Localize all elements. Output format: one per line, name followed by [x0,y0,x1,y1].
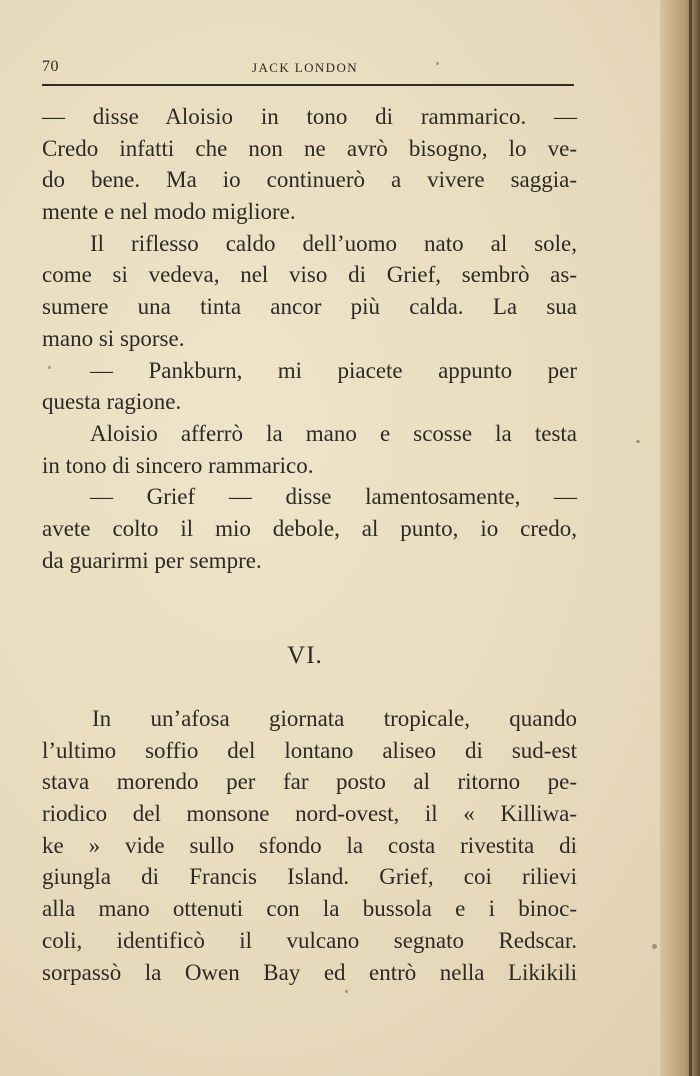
text-line: mano si sporse. [42,325,185,351]
text-line: mente e nel modo migliore. [42,199,296,225]
paper-speck [345,990,348,993]
text-line: questa ragione. [42,389,182,415]
paper-speck [436,62,439,65]
page-number: 70 [42,58,59,75]
text-line: Credo infatti che non ne avrò bisogno, lo ve- [42,135,577,161]
text-line: sumere una tinta ancor più calda. La sua [42,294,577,320]
text-line: stava morendo per far posto al ritorno pe- [42,769,577,795]
page-edge [660,0,700,1076]
text-line: — disse Aloisio in tono di rammarico. — [42,104,577,129]
text-line: ke » vide sullo sfondo la costa rivestita di [42,832,577,858]
text-line: giungla di Francis Island. Grief, coi rilievi [42,864,577,890]
text-line: come si vedeva, nel viso di Grief, sembrò as- [42,262,577,288]
text-line: in tono di sincero rammarico. [42,452,314,478]
text-line: avete colto il mio debole, al punto, io credo, [42,515,577,541]
text-line: Il riflesso caldo dell’uomo nato al sole, [90,230,577,256]
text-block-section-vi [42,703,577,988]
text-block-before-section [42,101,577,576]
text-line: coli, identificò il vulcano segnato Redscar. [42,927,577,953]
page-header [42,58,582,82]
text-line: riodico del monsone nord-ovest, il « Killiwa- [42,801,577,827]
text-line: alla mano ottenuti con la bussola e i binoc- [42,896,577,922]
text-line: — Pankburn, mi piacete appunto per [90,357,577,383]
header-rule [42,84,574,86]
page-gutter-line [689,0,692,1076]
paper-speck [652,944,657,949]
text-line: — Grief — disse lamentosamente, — [90,484,577,510]
section-heading: VI. [287,642,323,669]
text-line: do bene. Ma io continuerò a vivere saggia- [42,167,577,193]
text-line: l’ultimo soffio del lontano aliseo di sud-est [42,737,577,763]
running-title: JACK LONDON [252,60,359,75]
paper-speck [636,440,640,443]
text-line: In un’afosa giornata tropicale, quando [92,706,577,731]
text-line: Aloisio afferrò la mano e scosse la testa [90,420,577,446]
text-line: sorpassò la Owen Bay ed entrò nella Likikili [42,959,577,985]
text-line: da guarirmi per sempre. [42,547,262,573]
paper-speck [48,366,51,369]
